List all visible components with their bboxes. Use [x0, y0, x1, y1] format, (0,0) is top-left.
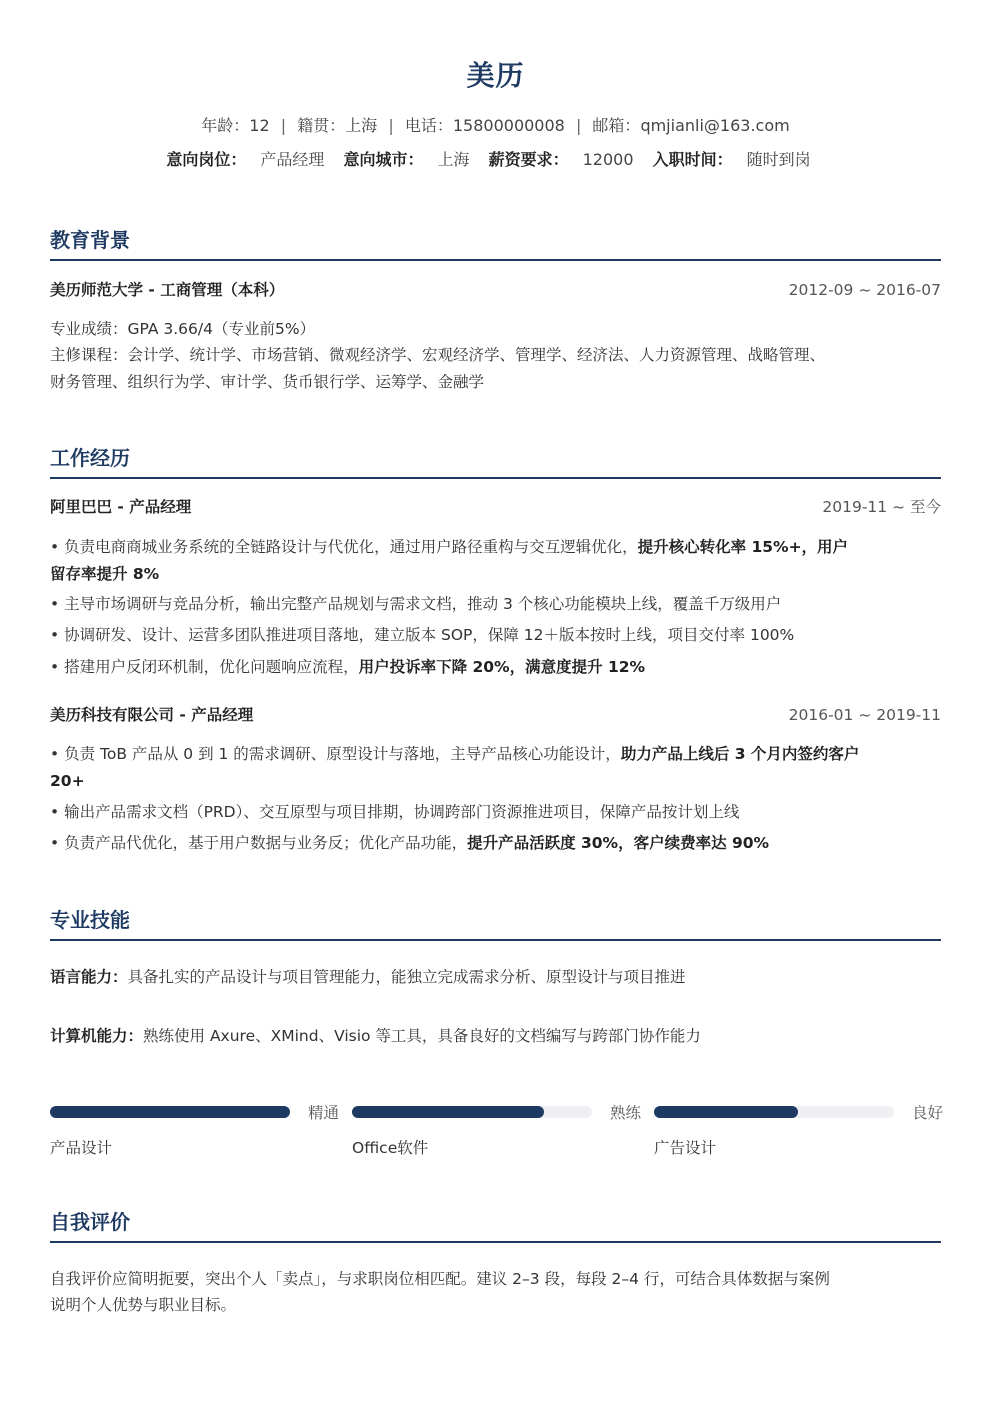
email-label: 邮箱：	[592, 116, 641, 135]
work-section	[50, 446, 941, 866]
education-title: 教育背景	[50, 228, 941, 261]
self-eval-section	[50, 1210, 941, 1320]
bullet-highlight: 20+	[50, 772, 85, 790]
position-label: 意向岗位：	[166, 150, 247, 169]
skill-bars	[50, 1102, 941, 1162]
work-title: 工作经历	[50, 446, 941, 479]
bullet-text: • 负责产品代优化，基于用户数据与业务反；优化产品功能，	[50, 834, 468, 852]
education-section	[50, 228, 941, 398]
skill-level: 熟练	[609, 1104, 641, 1122]
job-company-role: 美历科技有限公司 - 产品经理	[50, 706, 254, 724]
school-major: 美历师范大学 - 工商管理（本科）	[50, 281, 285, 299]
phone-value: 15800000008	[452, 116, 565, 135]
origin-label: 籍贯：	[297, 116, 346, 135]
job-bullet: • 主导市场调研与竞品分析，输出完整产品规划与需求文档，推动 3 个核心功能模块上线，覆盖千万级用户	[50, 595, 782, 613]
education-entry	[50, 277, 941, 303]
bullet-highlight: 用户投诉率下降 20%，满意度提升 12%	[358, 658, 646, 676]
skills-title: 专业技能	[50, 908, 941, 941]
language-text: 具备扎实的产品设计与项目管理能力，能独立完成需求分析、原型设计与项目推进	[127, 968, 686, 986]
separator: |	[575, 116, 582, 135]
skill-bar-fill	[352, 1106, 544, 1118]
courses-line-2: 财务管理、组织行为学、审计学、货币银行学、运筹学、金融学	[50, 373, 485, 391]
computer-skill	[50, 1023, 941, 1050]
origin-value: 上海	[345, 116, 378, 135]
computer-text: 熟练使用 Axure、XMind、Visio 等工具，具备良好的文档编写与跨部门协作能力	[143, 1027, 701, 1045]
job-bullet: • 协调研发、设计、运营多团队推进项目落地，建立版本 SOP，保障 12＋版本按时上线，项目交付率 100%	[50, 626, 795, 644]
resume-name: 美历	[466, 59, 525, 92]
separator: |	[388, 116, 394, 135]
job-entry	[50, 494, 941, 520]
language-skill	[50, 964, 941, 991]
self-eval-line-1: 自我评价应简明扼要，突出个人「卖点」，与求职岗位相匹配。建议 2–3 段，每段 2–4 行，可结合具体数据与案例	[50, 1270, 830, 1288]
skill-level: 良好	[911, 1104, 943, 1122]
job-bullet	[50, 654, 941, 681]
skill-name: 广告设计	[654, 1139, 717, 1157]
bullet-highlight: 提升核心转化率 15%+，用户	[637, 538, 849, 556]
skills-section	[50, 908, 941, 1168]
skill-level: 精通	[307, 1104, 339, 1122]
position-value: 产品经理	[260, 150, 325, 169]
job-company-role: 阿里巴巴 - 产品经理	[50, 498, 192, 516]
age-value: 12	[249, 116, 270, 135]
computer-label: 计算机能力：	[50, 1027, 144, 1045]
bullet-text: • 搭建用户反闭环机制，优化问题响应流程，	[50, 658, 359, 676]
phone-label: 电话：	[404, 116, 453, 135]
language-label: 语言能力：	[50, 968, 128, 986]
job-bullet: • 输出产品需求文档（PRD）、交互原型与项目排期，协调跨部门资源推进项目，保障产品按计划上线	[50, 803, 740, 821]
separator: |	[280, 116, 287, 135]
bullet-text: • 负责电商商城业务系统的全链路设计与代优化，通过用户路径重构与交互逻辑优化，	[50, 538, 638, 556]
job-dates: 2016-01 ~ 2019-11	[788, 706, 941, 724]
job-intent-line	[0, 147, 991, 170]
salary-value: 12000	[582, 150, 634, 169]
education-dates: 2012-09 ~ 2016-07	[788, 281, 941, 299]
skill-bar-track	[654, 1106, 894, 1118]
bullet-highlight: 留存率提升 8%	[50, 565, 160, 583]
job-entry	[50, 702, 941, 728]
skill-bar-fill	[50, 1106, 290, 1118]
bullet-text: • 负责 ToB 产品从 0 到 1 的需求调研、原型设计与落地，主导产品核心功能设计，	[50, 745, 621, 763]
entry-value: 随时到岗	[746, 150, 811, 169]
age-label: 年龄：	[201, 116, 250, 135]
skill-bar-track	[352, 1106, 592, 1118]
skill-name: 产品设计	[50, 1139, 113, 1157]
job-bullet	[50, 534, 941, 588]
self-eval-title: 自我评价	[50, 1210, 941, 1243]
bullet-highlight: 助力产品上线后 3 个月内签约客户	[620, 745, 860, 763]
skill-bar-fill	[654, 1106, 798, 1118]
courses-line-1: 主修课程：会计学、统计学、市场营销、微观经济学、宏观经济学、管理学、经济法、人力资源管理、战略管理、	[50, 346, 826, 364]
basic-info-line	[0, 113, 991, 136]
skill-name: Office软件	[352, 1139, 429, 1157]
job-dates: 2019-11 ~ 至今	[822, 498, 941, 516]
bullet-highlight: 提升产品活跃度 30%，客户续费率达 90%	[467, 834, 770, 852]
email-value: qmjianli@163.com	[640, 116, 790, 135]
skill-bar-track	[50, 1106, 290, 1118]
self-eval-line-2: 说明个人优势与职业目标。	[50, 1296, 237, 1314]
job-bullet	[50, 741, 941, 795]
city-value: 上海	[437, 150, 470, 169]
gpa-text: 专业成绩：GPA 3.66/4（专业前5%）	[50, 320, 316, 338]
entry-label: 入职时间：	[652, 150, 733, 169]
job-bullet	[50, 830, 941, 857]
city-label: 意向城市：	[343, 150, 424, 169]
salary-label: 薪资要求：	[488, 150, 569, 169]
